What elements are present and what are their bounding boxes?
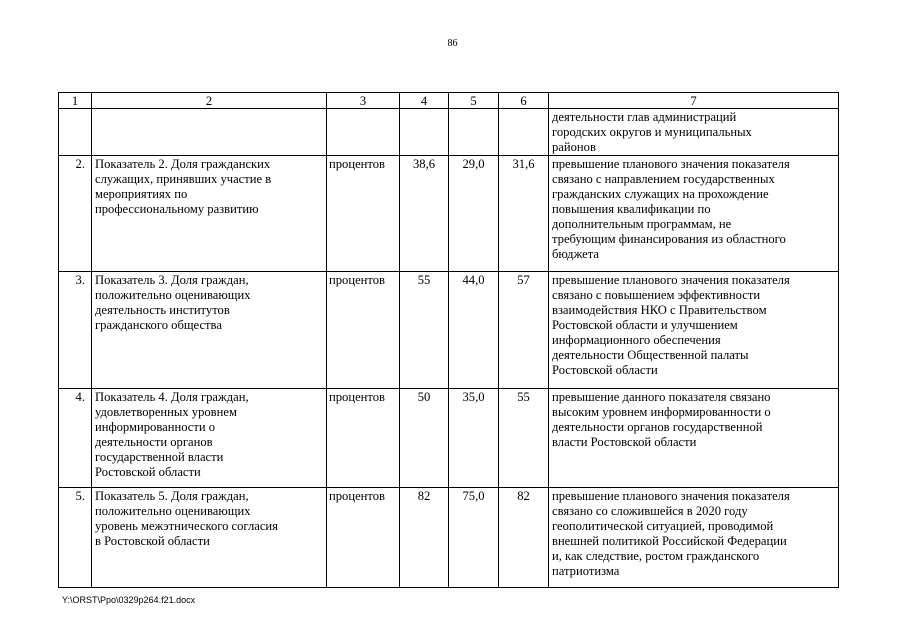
indicator-name: Показатель 5. Доля граждан, положительно оценивающих уровень межэтнического согласия в Ростовской области bbox=[92, 488, 327, 588]
table-row bbox=[59, 272, 839, 389]
table-row bbox=[59, 488, 839, 588]
explanation-cell: превышение планового значения показателя связано с направлением государственных гражданских служащих на прохождение повышения квалификации по дополнительным программам, не требующим финансирования из областного бюджета bbox=[549, 156, 839, 272]
column-header: 5 bbox=[449, 93, 499, 109]
row-number bbox=[59, 109, 92, 156]
unit-cell: процентов bbox=[327, 272, 400, 389]
value-cell: 29,0 bbox=[449, 156, 499, 272]
value-cell: 38,6 bbox=[400, 156, 449, 272]
value-cell: 82 bbox=[499, 488, 549, 588]
table-row bbox=[59, 109, 839, 156]
value-cell: 75,0 bbox=[449, 488, 499, 588]
value-cell: 57 bbox=[499, 272, 549, 389]
value-cell: 31,6 bbox=[499, 156, 549, 272]
explanation-cell: превышение планового значения показателя связано с повышением эффективности взаимодействия НКО с Правительством Ростовской области и улучшением информационного обеспечения деятельности Общественной палаты Ростовской области bbox=[549, 272, 839, 389]
row-number: 4. bbox=[59, 389, 92, 488]
indicator-name: Показатель 3. Доля граждан, положительно оценивающих деятельность институтов гражданского общества bbox=[92, 272, 327, 389]
row-number: 3. bbox=[59, 272, 92, 389]
value-cell: 55 bbox=[400, 272, 449, 389]
column-header: 4 bbox=[400, 93, 449, 109]
column-header: 1 bbox=[59, 93, 92, 109]
value-cell: 44,0 bbox=[449, 272, 499, 389]
indicators-table bbox=[58, 92, 839, 588]
column-header: 3 bbox=[327, 93, 400, 109]
value-cell bbox=[449, 109, 499, 156]
value-cell: 50 bbox=[400, 389, 449, 488]
unit-cell: процентов bbox=[327, 488, 400, 588]
table-row bbox=[59, 156, 839, 272]
table-header-row bbox=[59, 93, 839, 109]
unit-cell bbox=[327, 109, 400, 156]
column-header: 7 bbox=[549, 93, 839, 109]
value-cell: 35,0 bbox=[449, 389, 499, 488]
file-path-footer: Y:\ORST\Ppo\0329p264.f21.docx bbox=[62, 595, 196, 605]
indicator-name bbox=[92, 109, 327, 156]
value-cell bbox=[499, 109, 549, 156]
value-cell bbox=[400, 109, 449, 156]
page-number: 86 bbox=[447, 38, 458, 49]
unit-cell: процентов bbox=[327, 156, 400, 272]
explanation-cell: деятельности глав администраций городских округов и муниципальных районов bbox=[549, 109, 839, 156]
indicator-name: Показатель 4. Доля граждан, удовлетворенных уровнем информированности о деятельности органов государственной власти Ростовской области bbox=[92, 389, 327, 488]
indicator-name: Показатель 2. Доля гражданских служащих, принявших участие в мероприятиях по профессиональному развитию bbox=[92, 156, 327, 272]
row-number: 2. bbox=[59, 156, 92, 272]
unit-cell: процентов bbox=[327, 389, 400, 488]
row-number: 5. bbox=[59, 488, 92, 588]
explanation-cell: превышение планового значения показателя связано со сложившейся в 2020 году геополитической ситуацией, проводимой внешней политикой Российской Федерации и, как следствие, ростом гражданского патриотизма bbox=[549, 488, 839, 588]
column-header: 2 bbox=[92, 93, 327, 109]
column-header: 6 bbox=[499, 93, 549, 109]
value-cell: 82 bbox=[400, 488, 449, 588]
explanation-cell: превышение данного показателя связано высоким уровнем информированности о деятельности органов государственной власти Ростовской области bbox=[549, 389, 839, 488]
table-row bbox=[59, 389, 839, 488]
value-cell: 55 bbox=[499, 389, 549, 488]
